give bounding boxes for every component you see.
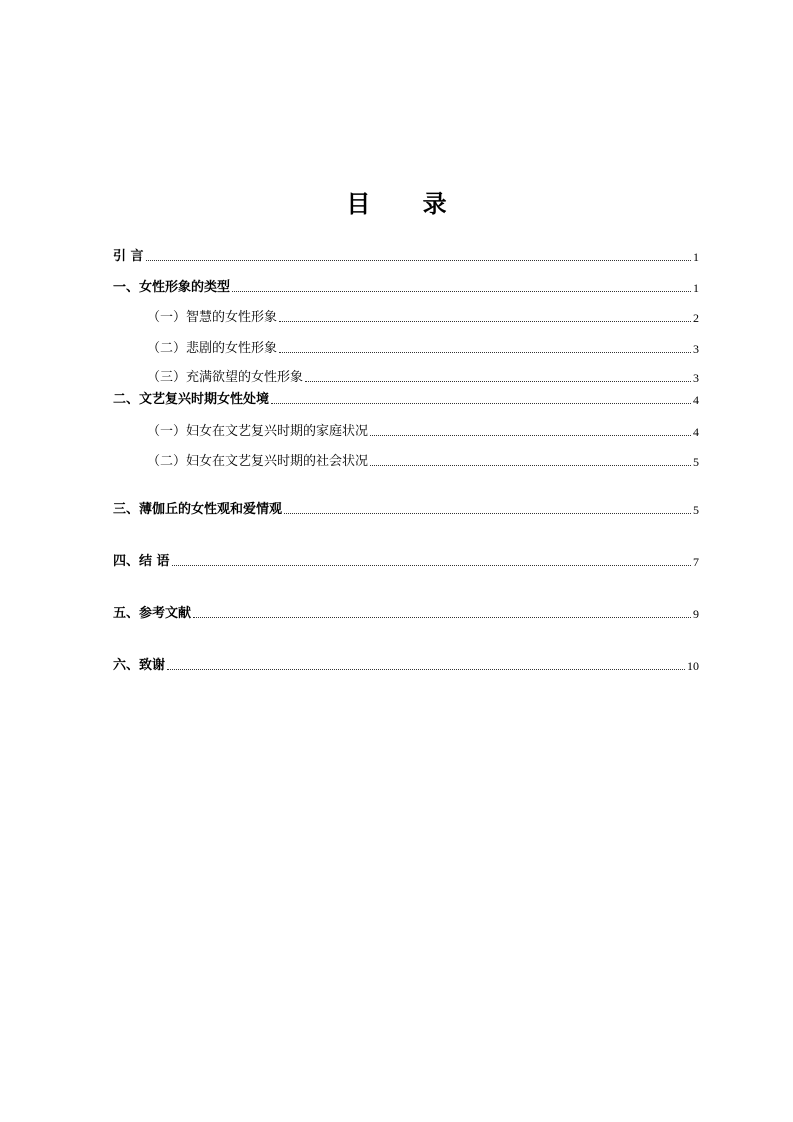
dot-leader (146, 259, 691, 261)
toc-entry-label: 五、参考文献 (113, 606, 192, 621)
toc-entry-section-1-2[interactable] (147, 337, 699, 357)
dot-leader (193, 616, 691, 618)
dot-leader (279, 351, 691, 353)
toc-entry-label: （一）妇女在文艺复兴时期的家庭状况 (147, 424, 369, 439)
toc-entry-label: （三）充满欲望的女性形象 (147, 370, 304, 385)
dot-leader (284, 512, 691, 514)
toc-page-number: 9 (693, 607, 699, 621)
dot-leader (370, 434, 691, 436)
toc-page-number: 3 (693, 371, 699, 385)
toc-entry-label: （二）妇女在文艺复兴时期的社会状况 (147, 454, 369, 469)
toc-entry-label: 四、结 语 (113, 554, 170, 569)
toc-entry-section-6[interactable] (113, 654, 699, 674)
toc-entry-label: 引 言 (113, 249, 144, 264)
toc-entry-label: 六、致谢 (113, 658, 166, 673)
toc-entry-section-2-1[interactable] (147, 420, 699, 440)
toc-page-number: 5 (693, 455, 699, 469)
dot-leader (370, 464, 691, 466)
dot-leader (279, 320, 691, 322)
dot-leader (232, 290, 691, 292)
toc-page-number: 4 (693, 393, 699, 407)
toc-entry-label: 一、女性形象的类型 (113, 280, 231, 295)
toc-entry-label: （二）悲剧的女性形象 (147, 341, 278, 356)
dot-leader (305, 380, 691, 382)
toc-entry-label: 三、薄伽丘的女性观和爱情观 (113, 502, 283, 517)
toc-entry-section-1[interactable] (113, 276, 699, 296)
toc-title: 目 录 (346, 190, 469, 218)
toc-entry-section-2-2[interactable] (147, 450, 699, 470)
toc-page-number: 2 (693, 311, 699, 325)
dot-leader (271, 402, 691, 404)
toc-entry-section-1-1[interactable] (147, 306, 699, 326)
toc-page-number: 1 (693, 250, 699, 264)
toc-entry-intro[interactable] (113, 245, 699, 265)
toc-entry-section-3[interactable] (113, 498, 699, 518)
toc-page-number: 1 (693, 281, 699, 295)
toc-page-number: 5 (693, 503, 699, 517)
toc-entry-label: （一）智慧的女性形象 (147, 310, 278, 325)
toc-entry-section-1-3[interactable] (147, 366, 699, 386)
dot-leader (167, 668, 685, 670)
toc-entry-section-5[interactable] (113, 602, 699, 622)
toc-page-number: 4 (693, 425, 699, 439)
toc-page-number: 3 (693, 342, 699, 356)
toc-entry-section-4[interactable] (113, 550, 699, 570)
dot-leader (172, 564, 691, 566)
toc-page-number: 10 (687, 659, 699, 673)
toc-entry-section-2[interactable] (113, 388, 699, 408)
toc-page-number: 7 (693, 555, 699, 569)
toc-entry-label: 二、文艺复兴时期女性处境 (113, 392, 270, 407)
